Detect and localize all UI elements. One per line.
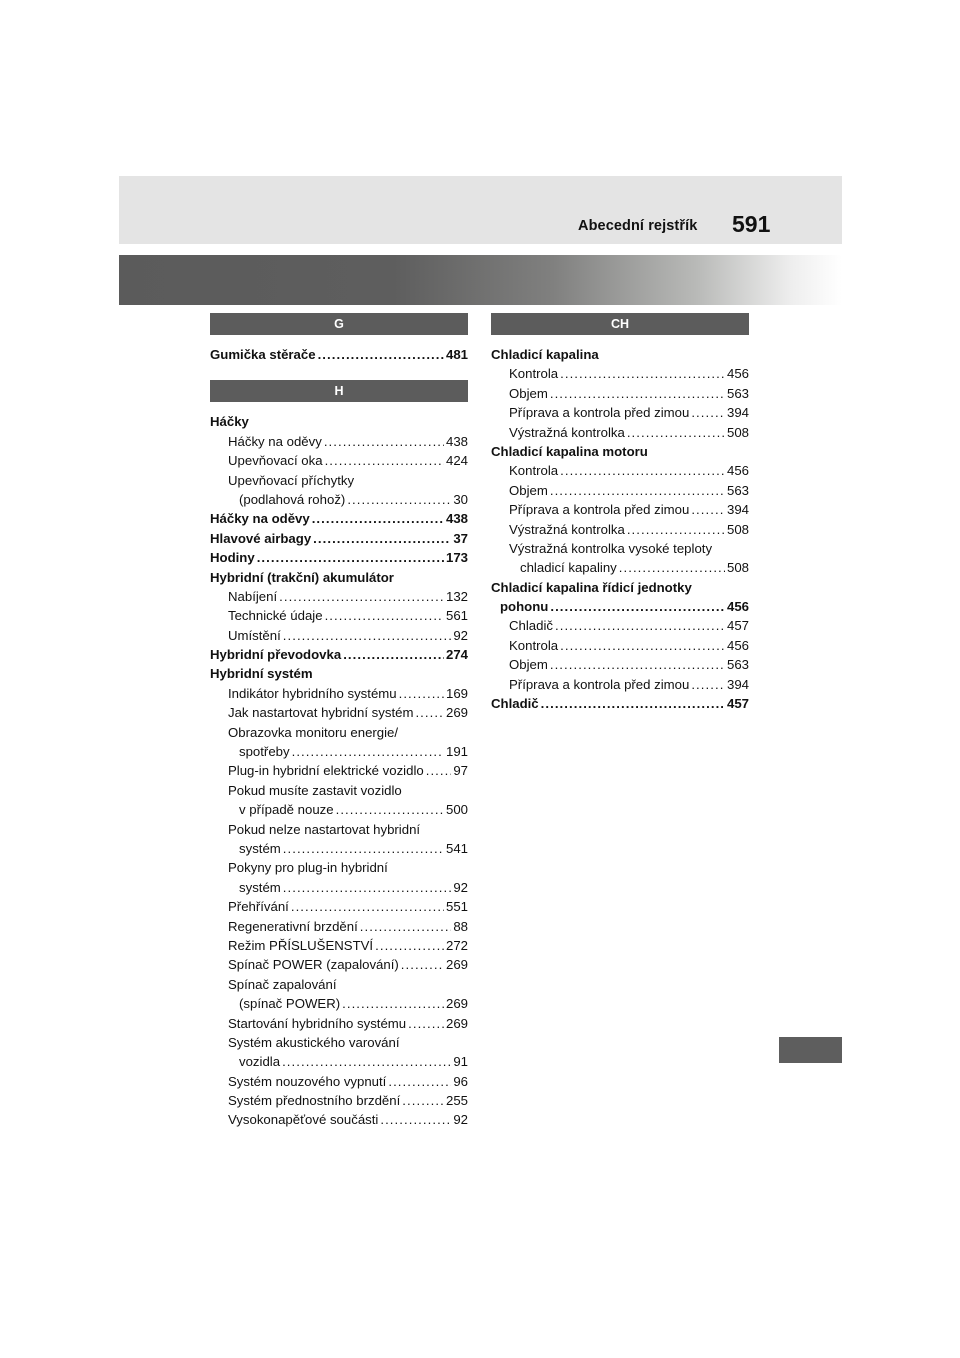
index-entry [210,432,468,451]
index-entry-page: 394 [726,676,749,692]
dot-leader [402,1091,444,1110]
index-entry-text: Kontrola [509,366,559,382]
index-entry-text: vozidla [239,1054,281,1070]
dot-leader [292,742,444,761]
index-entry [491,384,749,403]
index-column-right [491,313,749,713]
index-entry-page: 191 [445,744,468,760]
index-entry [210,548,468,567]
index-entry [210,781,468,800]
index-entry [210,723,468,742]
dot-leader [342,994,444,1013]
index-entry [491,558,749,577]
index-entry-text: Hodiny [210,550,255,566]
dot-leader [399,684,444,703]
index-column-left [210,313,468,1130]
index-entry [491,675,749,694]
letter-header-ch: CH [491,313,749,335]
index-entry-text: Jak nastartovat hybridní systém [228,705,414,721]
dot-leader [318,345,444,364]
index-entry [210,897,468,916]
index-entry-text: Objem [509,657,548,673]
index-entry-text: Výstražná kontrolka [509,521,625,537]
index-entry [491,655,749,674]
index-entry-page: 269 [445,996,468,1012]
index-entry-page: 438 [445,511,468,527]
index-entry [210,936,468,955]
dot-leader [313,529,451,548]
index-entry-page: 255 [445,1093,468,1109]
index-entry [210,412,468,431]
dot-leader [324,432,444,451]
dot-leader [619,558,725,577]
index-entry-page: 438 [445,433,468,449]
index-entry [491,694,749,713]
dot-leader [380,1110,451,1129]
index-entry-page: 274 [445,647,468,663]
dot-leader [627,423,725,442]
index-entry-text: v případě nouze [239,802,334,818]
index-entry-text: Hlavové airbagy [210,530,312,546]
index-entry-page: 91 [453,1054,468,1070]
dot-leader [541,694,725,713]
index-entry [491,461,749,480]
dot-leader [415,703,444,722]
index-entry-text: Objem [509,482,548,498]
dot-leader [279,587,444,606]
dot-leader [627,520,725,539]
index-entry-page: 551 [445,899,468,915]
index-entry-text: Systém akustického varování [228,1034,400,1050]
dot-leader [375,936,444,955]
index-entry [491,500,749,519]
index-entry-text: Vysokonapěťové součásti [228,1112,379,1128]
dot-leader [343,645,444,664]
index-entry-text: Háčky [210,414,249,430]
dot-leader [283,878,452,897]
index-list-h [210,412,468,1129]
dot-leader [550,597,725,616]
index-entry [491,539,749,558]
index-entry-text: Spínač zapalování [228,976,337,992]
index-entry [210,1033,468,1052]
index-entry-page: 394 [726,502,749,518]
index-entry [210,1052,468,1071]
index-entry-text: Kontrola [509,637,559,653]
index-entry-text: Obrazovka monitoru energie/ [228,724,399,740]
index-entry [210,626,468,645]
index-entry-text: Systém přednostního brzdění [228,1093,401,1109]
index-entry [210,761,468,780]
index-entry-page: 563 [726,385,749,401]
index-entry [210,587,468,606]
index-entry [210,606,468,625]
index-entry-page: 173 [445,550,468,566]
index-entry [491,636,749,655]
index-entry-page: 92 [453,879,468,895]
index-entry [210,975,468,994]
index-entry [210,1014,468,1033]
index-entry-text: Kontrola [509,463,559,479]
index-entry [210,878,468,897]
index-entry [210,664,468,683]
index-entry-text: Umístění [228,627,281,643]
dot-leader [691,403,725,422]
index-entry-text: (spínač POWER) [239,996,341,1012]
dot-leader [360,917,452,936]
index-entry-text: Přehřívání [228,899,289,915]
index-entry-text: Příprava a kontrola před zimou [509,676,690,692]
index-entry-text: Nabíjení [228,588,278,604]
dot-leader [560,461,725,480]
index-entry-text: Pokud nelze nastartovat hybridní [228,821,421,837]
index-entry-text: (podlahová rohož) [239,491,346,507]
dot-leader [291,897,444,916]
index-entry [210,568,468,587]
dot-leader [325,606,444,625]
index-entry-text: Spínač POWER (zapalování) [228,957,399,973]
dot-leader [257,548,444,567]
index-entry-text: Chladič [491,696,539,712]
index-entry [210,703,468,722]
index-entry-page: 88 [453,918,468,934]
index-entry [210,1110,468,1129]
index-entry-text: Technické údaje [228,608,323,624]
index-entry [210,917,468,936]
index-entry [210,800,468,819]
index-entry-page: 272 [445,937,468,953]
index-entry-page: 269 [445,705,468,721]
index-entry-text: systém [239,840,281,856]
index-entry [491,616,749,635]
dot-leader [691,500,725,519]
index-list-ch [491,345,749,713]
index-entry-text: spotřeby [239,744,290,760]
index-entry-text: Výstražná kontrolka [509,424,625,440]
dot-leader [426,761,452,780]
index-entry-text: Upevňovací příchytky [228,472,355,488]
dot-leader [312,509,444,528]
index-entry-page: 30 [453,491,468,507]
index-entry-page: 508 [726,560,749,576]
index-entry-page: 92 [453,1112,468,1128]
index-entry-text: Hybridní systém [210,666,313,682]
dot-leader [560,636,725,655]
dot-leader [550,655,725,674]
letter-header-g: G [210,313,468,335]
index-entry [491,423,749,442]
index-entry-page: 269 [445,957,468,973]
index-entry-text: Plug-in hybridní elektrické vozidlo [228,763,424,779]
dot-leader [347,490,451,509]
index-entry-text: Příprava a kontrola před zimou [509,502,690,518]
index-entry-text: Chladicí kapalina motoru [491,443,648,459]
index-entry-page: 269 [445,1015,468,1031]
index-entry [210,1072,468,1091]
index-entry [210,345,468,364]
index-entry-page: 561 [445,608,468,624]
index-entry-text: Objem [509,385,548,401]
letter-header-h: H [210,380,468,402]
index-list-g [210,345,468,364]
index-entry [210,994,468,1013]
index-entry [210,529,468,548]
index-entry [210,684,468,703]
index-entry [491,578,749,597]
index-entry-text: Regenerativní brzdění [228,918,358,934]
index-entry [210,509,468,528]
index-entry-text: Chladicí kapalina řídicí jednotky [491,579,692,595]
index-entry-page: 500 [445,802,468,818]
index-entry-text: Pokyny pro plug-in hybridní [228,860,388,876]
page-number: 591 [732,211,771,237]
index-entry-page: 37 [453,530,468,546]
index-entry-text: chladicí kapaliny [520,560,617,576]
index-entry-page: 563 [726,657,749,673]
dot-leader [550,384,725,403]
index-entry-page: 508 [726,424,749,440]
index-entry [491,364,749,383]
dot-leader [336,800,444,819]
index-entry-page: 424 [445,453,468,469]
index-entry-page: 457 [726,696,749,712]
index-entry-text: Startování hybridního systému [228,1015,407,1031]
index-entry [210,1091,468,1110]
index-entry-text: Upevňovací oka [228,453,323,469]
index-entry-page: 456 [726,599,749,615]
index-entry-page: 456 [726,637,749,653]
dot-leader [325,451,444,470]
dot-leader [388,1072,451,1091]
section-title: Abecední rejstřík [578,218,698,234]
index-entry-text: Hybridní (trakční) akumulátor [210,569,394,585]
index-entry-text: Chladicí kapalina [491,347,599,362]
index-entry [491,403,749,422]
index-entry [210,451,468,470]
dot-leader [691,675,725,694]
index-entry [210,955,468,974]
index-entry-page: 97 [453,763,468,779]
index-entry-text: Chladič [509,618,553,634]
dot-leader [282,1052,451,1071]
index-entry-page: 456 [726,366,749,382]
index-entry [491,597,749,616]
index-entry [491,442,749,461]
index-entry [210,490,468,509]
index-entry-page: 457 [726,618,749,634]
index-entry-text: Hybridní převodovka [210,647,342,663]
index-entry [210,471,468,490]
index-entry [491,481,749,500]
index-entry-text: pohonu [500,599,549,615]
index-entry [210,858,468,877]
index-entry-page: 541 [445,840,468,856]
index-entry-text: systém [239,879,281,895]
dot-leader [555,616,725,635]
index-entry [210,820,468,839]
index-entry-page: 394 [726,405,749,421]
dot-leader [283,626,452,645]
index-entry-text: Pokud musíte zastavit vozidlo [228,782,402,798]
index-entry [210,839,468,858]
index-entry-page: 481 [445,347,468,362]
index-entry [491,520,749,539]
dot-leader [283,839,444,858]
index-entry-text: Příprava a kontrola před zimou [509,405,690,421]
index-entry-page: 563 [726,482,749,498]
index-entry-text: Háčky na oděvy [228,433,322,449]
index-entry-text: Režim PŘÍSLUŠENSTVÍ [228,937,374,953]
index-entry [491,345,749,364]
dot-leader [408,1014,444,1033]
thumb-index-tab [779,1037,842,1063]
index-entry [210,645,468,664]
index-entry-text: Háčky na oděvy [210,511,310,527]
index-entry [210,742,468,761]
index-entry-text: Indikátor hybridního systému [228,685,397,701]
dot-leader [560,364,725,383]
decorative-gradient-band [119,255,842,305]
index-entry-page: 508 [726,521,749,537]
index-entry-page: 132 [445,588,468,604]
index-entry-text: Výstražná kontrolka vysoké teploty [509,540,713,556]
index-entry-page: 96 [453,1073,468,1089]
index-entry-page: 169 [445,685,468,701]
index-entry-page: 92 [453,627,468,643]
index-entry-page: 456 [726,463,749,479]
index-entry-text: Gumička stěrače [210,347,316,362]
dot-leader [401,955,444,974]
dot-leader [550,481,725,500]
index-entry-text: Systém nouzového vypnutí [228,1073,387,1089]
